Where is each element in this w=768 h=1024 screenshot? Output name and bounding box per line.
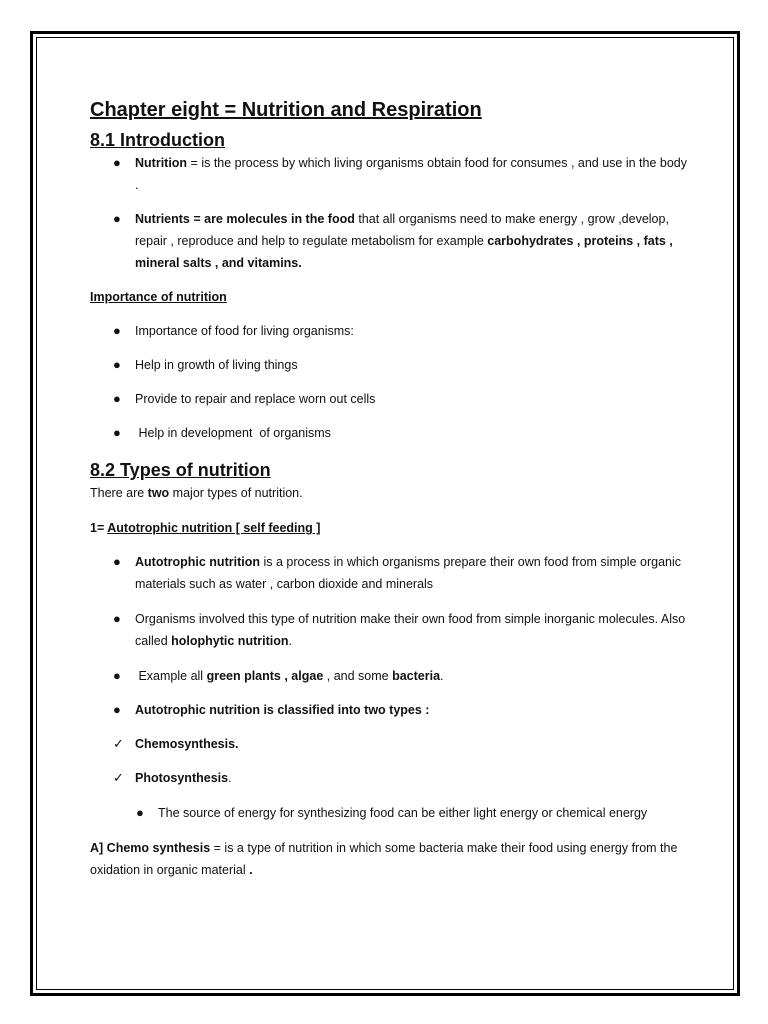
list-item: ✓ Photosynthesis. — [90, 767, 690, 789]
list-item: ● Autotrophic nutrition is a process in which organisms prepare their own food from simple organic materials such as water , carbon dioxide and minerals — [90, 551, 690, 595]
bullet-icon: ● — [113, 611, 121, 626]
intro-bullet-list — [90, 152, 690, 274]
section-heading-introduction: 8.1 Introduction — [90, 130, 225, 150]
bullet-icon: ● — [113, 323, 121, 338]
list-item: ● Importance of food for living organisms: — [90, 320, 690, 342]
checkmark-icon: ✓ — [113, 736, 124, 751]
autotrophic-subheading: 1= Autotrophic nutrition [ self feeding ] — [90, 521, 321, 535]
list-item: ● Example all green plants , algae , and some bacteria. — [90, 665, 690, 687]
importance-list — [90, 320, 690, 444]
list-item: ● Nutrition = is the process by which living organisms obtain food for consumes , and use in the body . — [90, 152, 690, 196]
list-item: ● Organisms involved this type of nutrition make their own food from simple inorganic molecules. Also called holophytic nutrition. — [90, 608, 690, 652]
bullet-icon: ● — [113, 702, 121, 717]
checkmark-icon: ✓ — [113, 770, 124, 785]
bullet-icon: ● — [136, 805, 144, 820]
types-intro: There are two major types of nutrition. — [90, 486, 303, 500]
bullet-icon: ● — [113, 391, 121, 406]
list-item: ● Nutrients = are molecules in the food that all organisms need to make energy , grow ,develop, repair , reproduce and help to regulate metabolism for example carbohydrates , proteins , fats , mineral salts , and vitamins. — [90, 208, 690, 274]
section-heading-types: 8.2 Types of nutrition — [90, 460, 271, 480]
list-item: ● Autotrophic nutrition is classified into two types : — [90, 699, 690, 721]
autotrophic-list — [90, 551, 690, 789]
list-item: ● The source of energy for synthesizing food can be either light energy or chemical energy — [90, 802, 690, 824]
importance-title: Importance of nutrition — [90, 290, 227, 304]
bullet-icon: ● — [113, 668, 121, 683]
bullet-icon: ● — [113, 554, 121, 569]
bullet-icon: ● — [113, 211, 121, 226]
bullet-icon: ● — [113, 425, 121, 440]
bullet-icon: ● — [113, 155, 121, 170]
list-item: ● Help in growth of living things — [90, 354, 690, 376]
list-item: ● Help in development of organisms — [90, 422, 690, 444]
chapter-title: Chapter eight = Nutrition and Respiration — [90, 99, 482, 121]
list-item: ● Provide to repair and replace worn out cells — [90, 388, 690, 410]
list-item: ✓ Chemosynthesis. — [90, 733, 690, 755]
document-page — [90, 96, 690, 881]
bullet-icon: ● — [113, 357, 121, 372]
chemosynthesis-definition: A] Chemo synthesis = is a type of nutrition in which some bacteria make their food using energy from the oxidation in organic material . — [90, 841, 678, 877]
energy-sub-list — [90, 802, 690, 824]
